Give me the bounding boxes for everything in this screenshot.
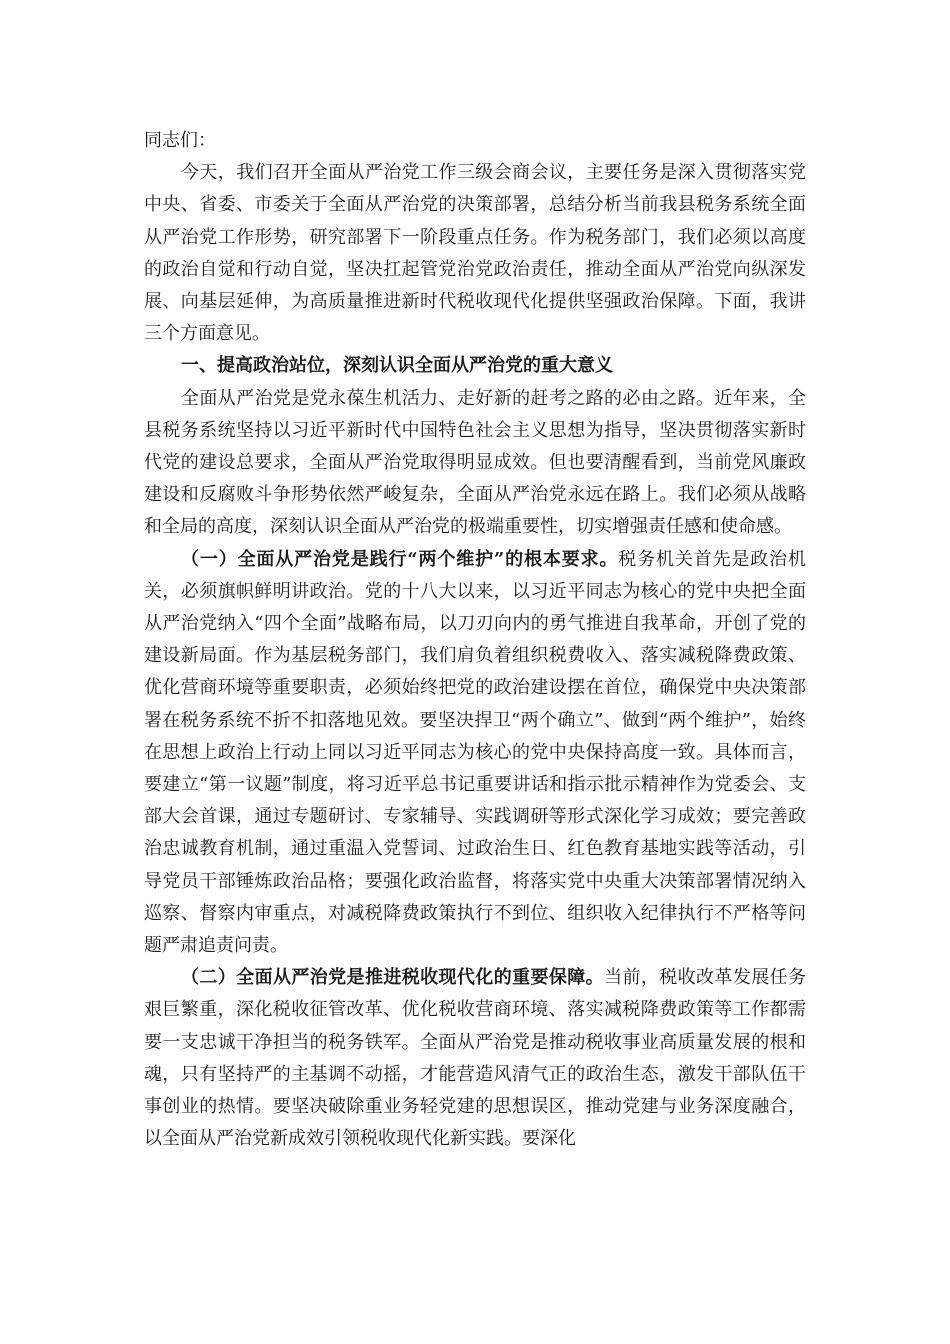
point-two-paragraph bbox=[144, 962, 806, 1155]
section-body-paragraph: 全面从严治党是党永葆生机活力、走好新的赶考之路的必由之路。近年来，全县税务系统坚持以习近平新时代中国特色社会主义思想为指导，坚决贯彻落实新时代党的建设总要求，全面从严治党取得明显成效。但也要清醒看到，当前党风廉政建设和反腐败斗争形势依然严峻复杂，全面从严治党永远在路上。我们必须从战略和全局的高度，深刻认识全面从严治党的极端重要性，切实增强责任感和使命感。 bbox=[144, 387, 806, 538]
point-two-body: 当前，税收改革发展任务艰巨繁重，深化税收征管改革、优化税收营商环境、落实减税降费政策等工作都需要一支忠诚干净担当的税务铁军。全面从严治党是推动税收事业高质量发展的根和魂，只有坚持严的主基调不动摇，才能营造风清气正的政治生态，激发干部队伍干事创业的热情。要坚决破除重业务轻党建的思想误区，推动党建与业务深度融合，以全面从严治党新成效引领税收现代化新实践。要深化 bbox=[144, 967, 807, 1150]
intro-paragraph: 今天，我们召开全面从严治党工作三级会商会议，主要任务是深入贯彻落实党中央、省委、市委关于全面从严治党的决策部署，总结分析当前我县税务系统全面从严治党工作形势，研究部署下一阶段重点任务。作为税务部门，我们必须以高度的政治自觉和行动自觉，坚决扛起管党治党政治责任，推动全面从严治党向纵深发展、向基层延伸，为高质量推进新时代税收现代化提供坚强政治保障。下面，我讲三个方面意见。 bbox=[144, 162, 806, 345]
point-two-lead: （二）全面从严治党是推进税收现代化的重要保障。 bbox=[181, 967, 605, 989]
salutation: 同志们： bbox=[144, 130, 216, 151]
section-heading: 一、提高政治站位，深刻认识全面从严治党的重大意义 bbox=[181, 355, 613, 377]
point-one-body: 税务机关首先是政治机关，必须旗帜鲜明讲政治。党的十八大以来，以习近平同志为核心的党中央把全面从严治党纳入“四个全面”战略布局，以刀刃向内的勇气推进自我革命，开创了党的建设新局面。作为基层税务部门，我们肩负着组织税费收入、落实减税降费政策、优化营商环境等重要职责，必须始终把党的政治建设摆在首位，确保党中央决策部署在税务系统不折不扣落地见效。要坚决捍卫“两个确立”、做到“两个维护”，始终在思想上政治上行动上同以习近平同志为核心的党中央保持高度一致。具体而言，要建立“第一议题”制度，将习近平总书记重要讲话和指示批示精神作为党委会、支部大会首课，通过专题研讨、专家辅导、实践调研等形式深化学习成效；要完善政治忠诚教育机制，通过重温入党誓词、过政治生日、红色教育基地实践等活动，引导党员干部锤炼政治品格；要强化政治监督，将落实党中央重大决策部署情况纳入巡察、督察内审重点，对减税降费政策执行不到位、组织收入纪律执行不严格等问题严肃追责问责。 bbox=[144, 548, 806, 957]
point-one-lead: （一）全面从严治党是践行“两个维护”的根本要求。 bbox=[181, 548, 619, 570]
point-one-paragraph bbox=[144, 544, 806, 963]
document-page bbox=[144, 125, 806, 1156]
